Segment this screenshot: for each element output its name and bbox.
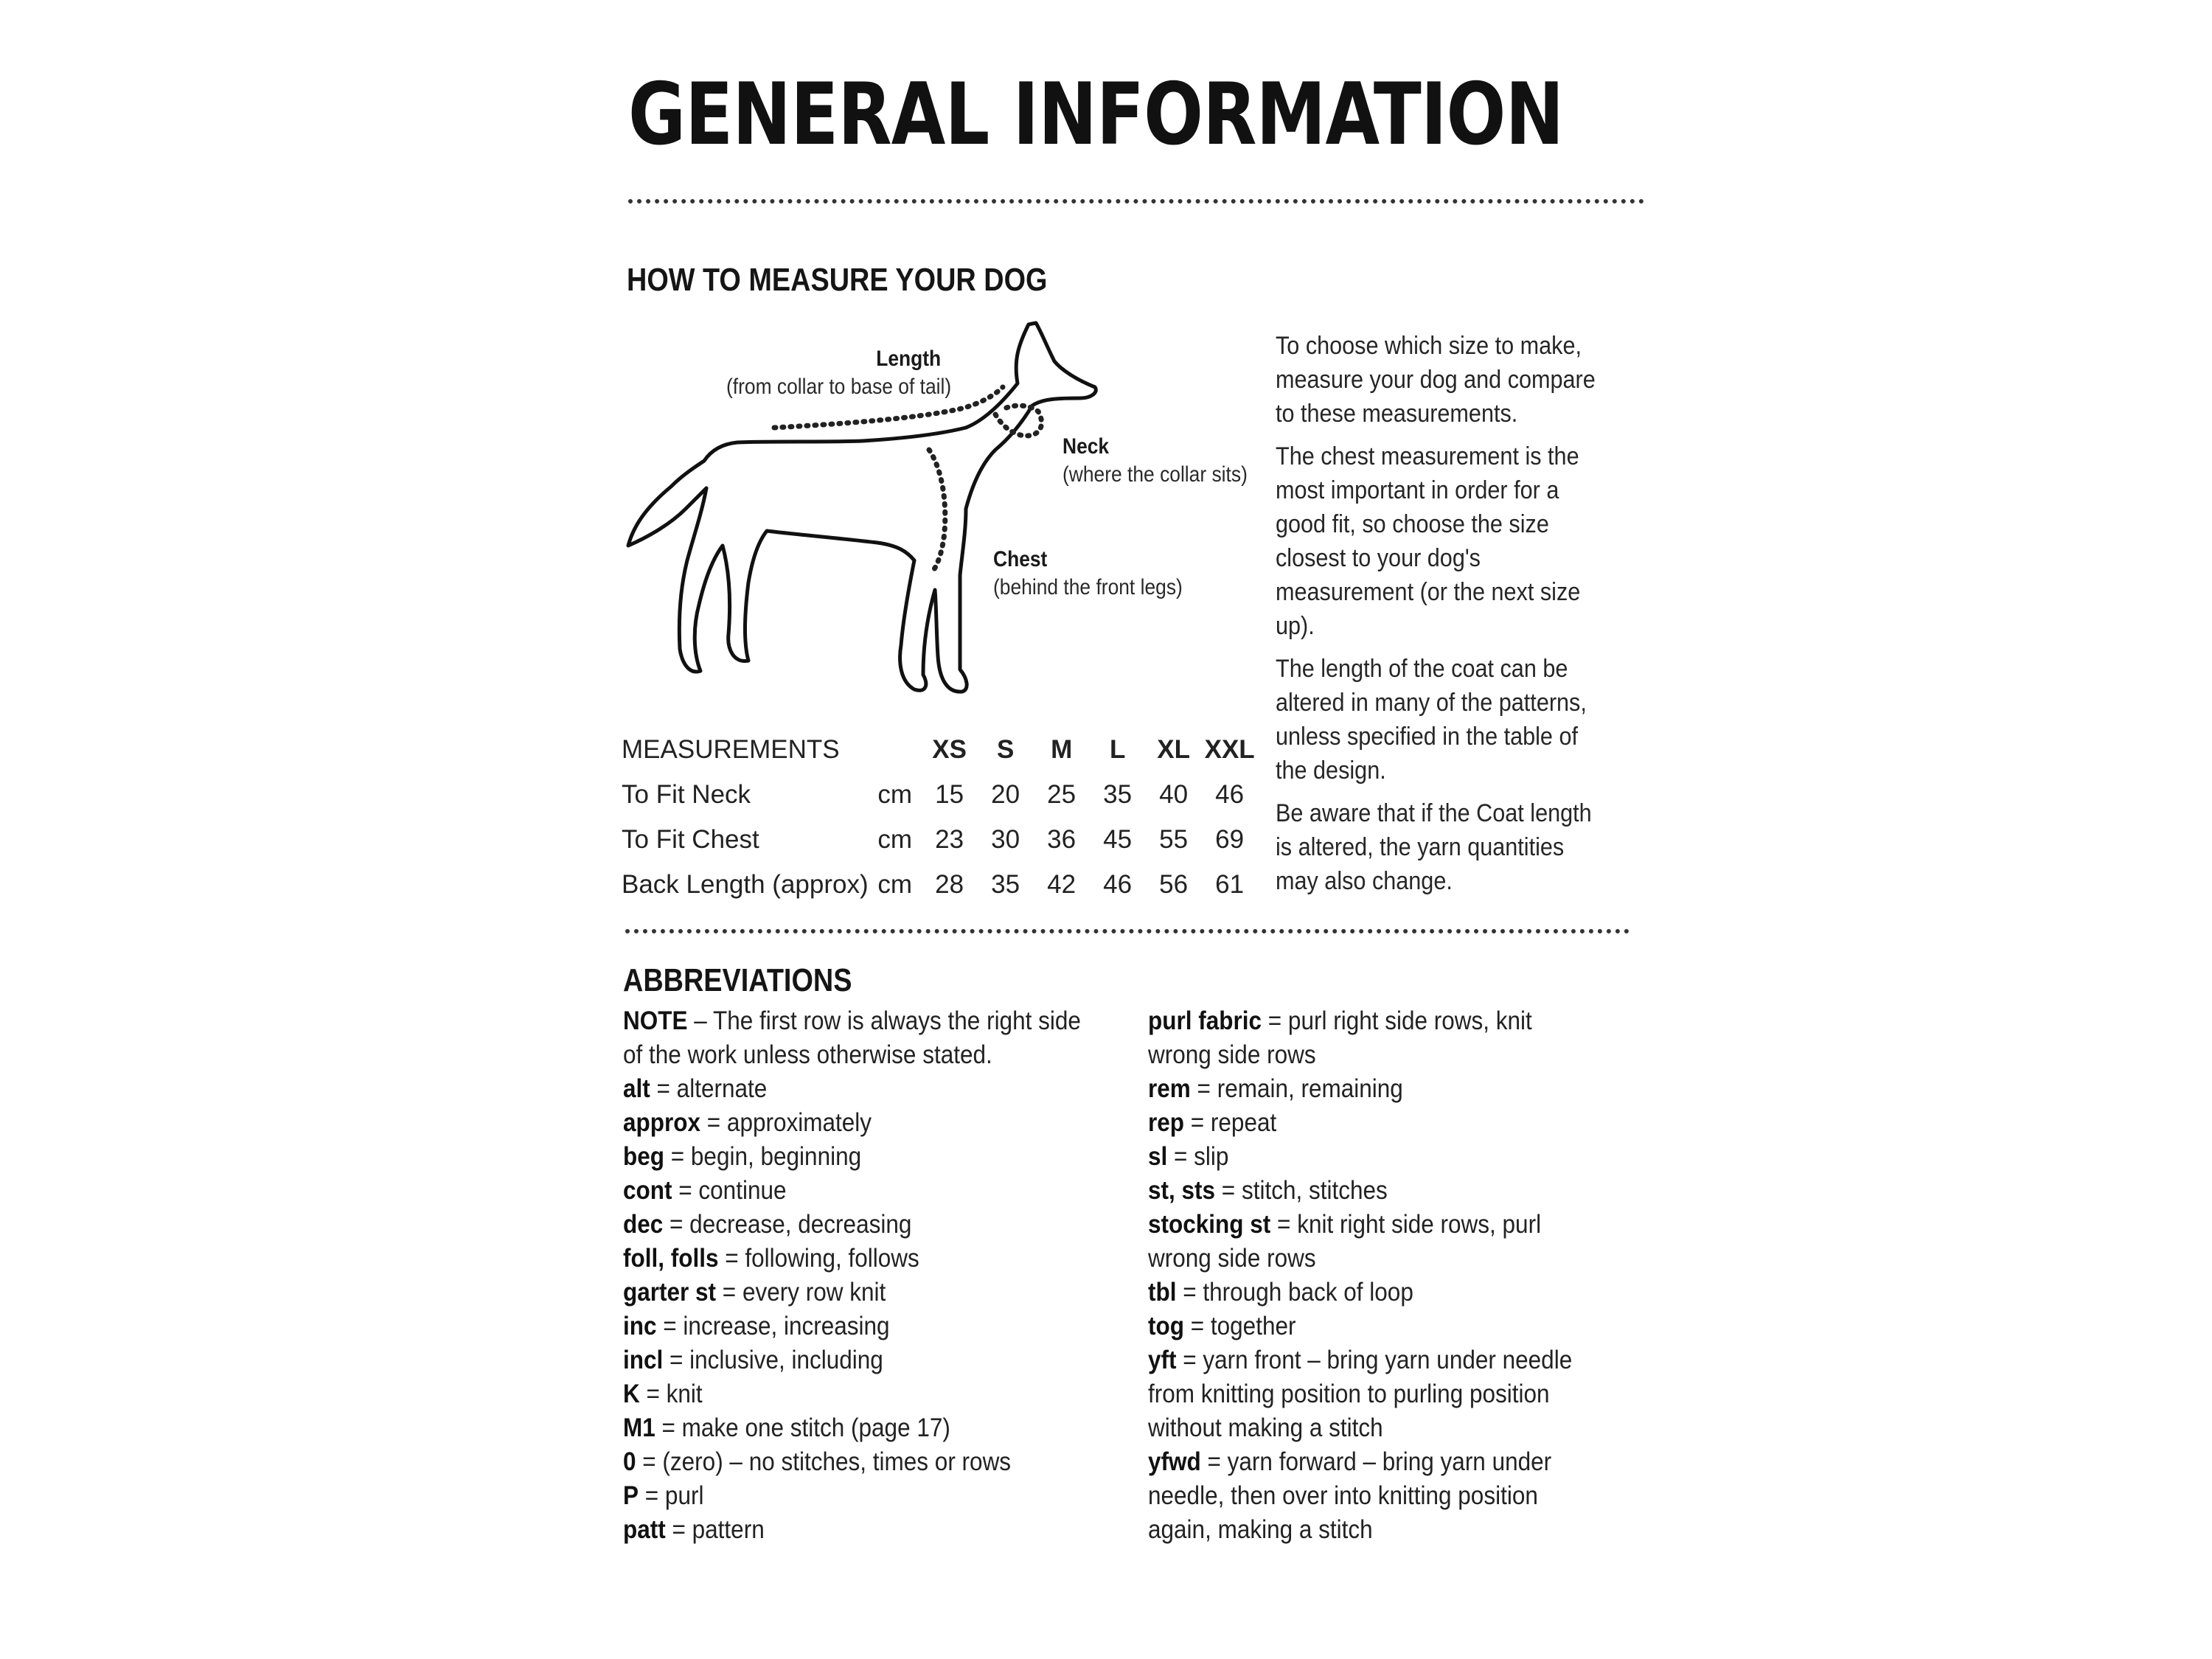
abbreviation-def: slip [1194, 1142, 1229, 1171]
length-label-title: Length [876, 347, 942, 371]
abbreviation-sep: = [1270, 1210, 1298, 1239]
abbreviation-item [623, 1310, 1081, 1343]
abbreviations-left-column [623, 1004, 1081, 1547]
table-cell: 36 [1047, 824, 1077, 854]
abbreviation-def: remain, remaining [1217, 1074, 1403, 1103]
neck-measure-line [995, 406, 1042, 436]
table-cell: 42 [1047, 869, 1077, 899]
abbreviation-item [1148, 1310, 1599, 1343]
abbreviation-item [623, 1174, 1081, 1208]
abbreviation-sep: = [1190, 1074, 1217, 1103]
table-cell: 46 [1215, 779, 1245, 809]
abbreviation-def: stitch, stitches [1241, 1176, 1388, 1205]
abbreviation-term: tbl [1148, 1278, 1177, 1307]
abbreviation-term: purl fabric [1148, 1006, 1262, 1035]
abbreviation-term: yft [1148, 1346, 1177, 1374]
abbreviation-sep: = [716, 1278, 742, 1307]
abbreviation-sep: = [664, 1142, 691, 1171]
size-header-xs: XS [932, 734, 967, 764]
abbreviation-item [623, 1513, 1081, 1547]
abbreviation-term: cont [623, 1176, 672, 1205]
abbreviation-term: rep [1148, 1108, 1185, 1137]
abbreviation-sep: = [663, 1346, 690, 1374]
abbreviation-term: tog [1148, 1312, 1184, 1340]
abbreviations-heading: ABBREVIATIONS [623, 962, 852, 998]
abbreviation-item [623, 1479, 1081, 1513]
abbreviation-term: alt [623, 1074, 650, 1103]
abbreviation-def: inclusive, including [689, 1346, 883, 1374]
abbreviation-term: garter st [623, 1278, 717, 1307]
length-label-sub: (from collar to base of tail) [726, 374, 952, 399]
abbreviation-item [1148, 1106, 1599, 1140]
table-cell: 61 [1215, 869, 1245, 899]
chest-label [993, 546, 1183, 601]
abbreviations-right-column [1148, 1004, 1599, 1547]
abbreviation-def: purl [664, 1481, 704, 1510]
abbreviation-item [1148, 1276, 1599, 1310]
abbreviation-sep: – [687, 1006, 713, 1035]
table-cell: 55 [1159, 824, 1189, 854]
abbreviation-sep: = [639, 1481, 665, 1510]
abbreviation-item [623, 1377, 1081, 1411]
abbreviation-term: beg [623, 1142, 665, 1171]
table-row [622, 817, 1258, 862]
abbreviation-def: repeat [1210, 1108, 1277, 1137]
abbreviation-term: sl [1148, 1142, 1168, 1171]
abbreviation-def: following, follows [745, 1244, 919, 1273]
table-cell: 45 [1103, 824, 1133, 854]
abbreviation-term: approx [623, 1108, 701, 1137]
table-cell: 25 [1047, 779, 1077, 809]
abbreviation-sep: = [1200, 1447, 1228, 1476]
abbreviation-def: every row knit [742, 1278, 886, 1307]
abbreviation-sep: = [700, 1108, 727, 1137]
abbreviation-sep: = [1167, 1142, 1194, 1171]
abbreviation-def: pattern [692, 1515, 765, 1544]
title-divider [628, 199, 1644, 204]
row-label: Back Length (approx) [622, 869, 869, 899]
abbreviation-def: yarn front – bring yarn under needle from knitting position to purling position without making a stitch [1148, 1346, 1573, 1442]
abbreviation-item [1148, 1174, 1599, 1208]
table-cell: 35 [991, 869, 1020, 899]
abbreviation-term: stocking st [1148, 1210, 1271, 1239]
abbreviation-term: 0 [623, 1447, 636, 1476]
section-divider [625, 929, 1630, 933]
abbreviation-def: through back of loop [1203, 1278, 1413, 1307]
chest-label-title: Chest [993, 547, 1048, 571]
abbreviation-item [1148, 1208, 1599, 1276]
abbreviation-sep: = [650, 1074, 677, 1103]
size-header-s: S [996, 734, 1015, 764]
abbreviation-sep: = [672, 1176, 699, 1205]
size-header-xl: XL [1157, 734, 1190, 764]
abbreviation-item [623, 1343, 1081, 1377]
abbreviation-def: decrease, decreasing [689, 1210, 912, 1239]
abbreviation-term: patt [623, 1515, 666, 1544]
unit-header [869, 727, 922, 772]
table-cell: 15 [935, 779, 964, 809]
abbreviation-sep: = [655, 1413, 682, 1442]
abbreviation-term: foll, folls [623, 1244, 719, 1273]
neck-label [1062, 433, 1248, 488]
length-label [726, 345, 951, 400]
row-unit: cm [877, 824, 912, 854]
abbreviation-item [1148, 1140, 1599, 1174]
abbreviation-item [623, 1276, 1081, 1310]
chest-label-sub: (behind the front legs) [993, 574, 1183, 599]
table-cell: 20 [991, 779, 1020, 809]
abbreviation-term: dec [623, 1210, 664, 1239]
abbreviation-sep: = [656, 1312, 684, 1340]
abbreviation-item [1148, 1445, 1599, 1547]
row-label: To Fit Neck [622, 779, 751, 809]
table-header-label: MEASUREMENTS [622, 734, 840, 764]
size-header-m: M [1051, 734, 1073, 764]
abbreviation-item [1148, 1004, 1599, 1072]
table-cell: 35 [1103, 779, 1133, 809]
abbreviation-term: NOTE [623, 1006, 688, 1035]
abbreviation-item [623, 1411, 1081, 1445]
abbreviation-item [1148, 1072, 1599, 1106]
table-cell: 69 [1215, 824, 1245, 854]
abbreviation-term: incl [623, 1346, 664, 1374]
abbreviation-def: make one stitch (page 17) [681, 1413, 950, 1442]
abbreviation-term: inc [623, 1312, 657, 1340]
abbreviation-sep: = [663, 1210, 690, 1239]
chest-measure-line [929, 450, 945, 571]
measure-intro [1276, 329, 1607, 907]
abbreviation-item [623, 1445, 1081, 1479]
abbreviation-def: The first row is always the right side of the work unless otherwise stated. [623, 1006, 1081, 1069]
abbreviation-sep: = [1262, 1006, 1288, 1035]
measure-heading: HOW TO MEASURE YOUR DOG [627, 262, 1048, 298]
intro-paragraph: To choose which size to make, measure your dog and compare to these measurements. [1276, 332, 1596, 428]
table-header-row [622, 727, 1258, 772]
abbreviation-item [623, 1106, 1081, 1140]
abbreviation-item [623, 1140, 1081, 1174]
page-title: GENERAL INFORMATION [628, 65, 1564, 164]
abbreviation-sep: = [1183, 1312, 1211, 1340]
abbreviation-item [623, 1004, 1081, 1072]
abbreviation-term: P [623, 1481, 639, 1510]
abbreviation-item [1148, 1343, 1599, 1445]
table-cell: 30 [991, 824, 1020, 854]
abbreviation-def: together [1210, 1312, 1296, 1340]
abbreviation-def: increase, increasing [683, 1312, 890, 1340]
table-cell: 40 [1159, 779, 1189, 809]
abbreviation-sep: = [639, 1380, 667, 1408]
measurements-table [622, 727, 1258, 907]
abbreviation-def: yarn forward – bring yarn under needle, then over into knitting position again, making a stitch [1148, 1447, 1552, 1544]
abbreviation-term: rem [1148, 1074, 1191, 1103]
size-header-xxl: XXL [1204, 734, 1255, 764]
abbreviation-def: begin, beginning [690, 1142, 862, 1171]
table-cell: 46 [1103, 869, 1133, 899]
abbreviation-item [623, 1208, 1081, 1242]
abbreviation-def: purl right side rows, knit wrong side rows [1148, 1006, 1532, 1069]
table-row [622, 772, 1258, 817]
abbreviation-term: st, sts [1148, 1176, 1216, 1205]
abbreviation-def: (zero) – no stitches, times or rows [662, 1447, 1012, 1476]
row-unit: cm [877, 869, 912, 899]
neck-label-title: Neck [1062, 434, 1110, 459]
abbreviation-term: K [623, 1380, 640, 1408]
table-cell: 28 [935, 869, 964, 899]
row-label: To Fit Chest [622, 824, 759, 854]
table-cell: 56 [1159, 869, 1189, 899]
abbreviation-item [623, 1072, 1081, 1106]
abbreviation-def: approximately [726, 1108, 872, 1137]
abbreviation-sep: = [665, 1515, 692, 1544]
table-row [622, 862, 1258, 907]
intro-paragraph: The length of the coat can be altered in many of the patterns, unless specified in the table of the design. [1276, 655, 1587, 785]
abbreviation-def: continue [698, 1176, 787, 1205]
abbreviation-def: knit [666, 1380, 703, 1408]
abbreviation-def: knit right side rows, purl wrong side rows [1148, 1210, 1542, 1273]
abbreviation-sep: = [1215, 1176, 1242, 1205]
intro-paragraph: The chest measurement is the most important in order for a good fit, so choose the size closest to your dog's measurement (or the next size up). [1276, 442, 1581, 640]
abbreviation-sep: = [1184, 1108, 1211, 1137]
abbreviation-sep: = [1176, 1346, 1203, 1374]
neck-label-sub: (where the collar sits) [1062, 462, 1248, 487]
abbreviation-def: alternate [676, 1074, 768, 1103]
abbreviation-sep: = [718, 1244, 745, 1273]
abbreviation-item [623, 1242, 1081, 1276]
abbreviation-term: M1 [623, 1413, 655, 1442]
intro-paragraph: Be aware that if the Coat length is altered, the yarn quantities may also change. [1276, 799, 1592, 895]
row-unit: cm [877, 779, 912, 809]
abbreviation-term: yfwd [1148, 1447, 1201, 1476]
abbreviation-sep: = [636, 1447, 663, 1476]
size-header-l: L [1109, 734, 1126, 764]
table-cell: 23 [935, 824, 964, 854]
abbreviation-sep: = [1176, 1278, 1203, 1307]
